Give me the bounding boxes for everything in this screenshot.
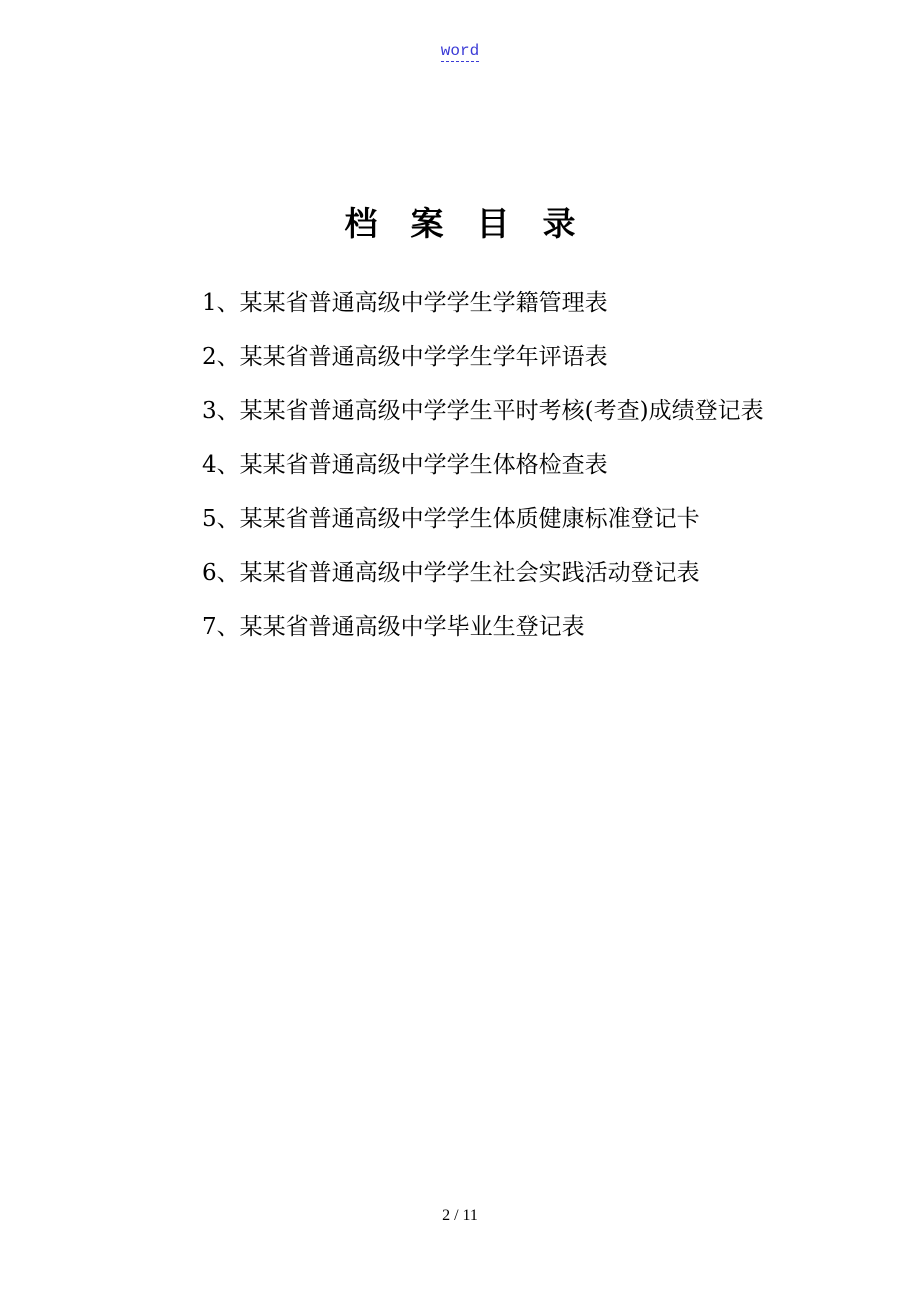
toc-item: 2、某某省普通高级中学学生学年评语表: [202, 344, 608, 370]
page-number: 2 / 11: [442, 1207, 478, 1224]
toc-item: 3、某某省普通高级中学学生平时考核(考查)成绩登记表: [202, 398, 764, 424]
table-of-contents: [202, 282, 902, 660]
toc-item: 7、某某省普通高级中学毕业生登记表: [202, 614, 585, 640]
toc-item: 1、某某省普通高级中学学生学籍管理表: [202, 290, 608, 316]
toc-item: 6、某某省普通高级中学学生社会实践活动登记表: [202, 560, 700, 586]
document-title: 档 案 目 录: [344, 204, 576, 243]
word-link[interactable]: word: [440, 42, 480, 60]
toc-item: 4、某某省普通高级中学学生体格检查表: [202, 452, 608, 478]
toc-item: 5、某某省普通高级中学学生体质健康标准登记卡: [202, 506, 700, 532]
page-header: [0, 40, 920, 62]
